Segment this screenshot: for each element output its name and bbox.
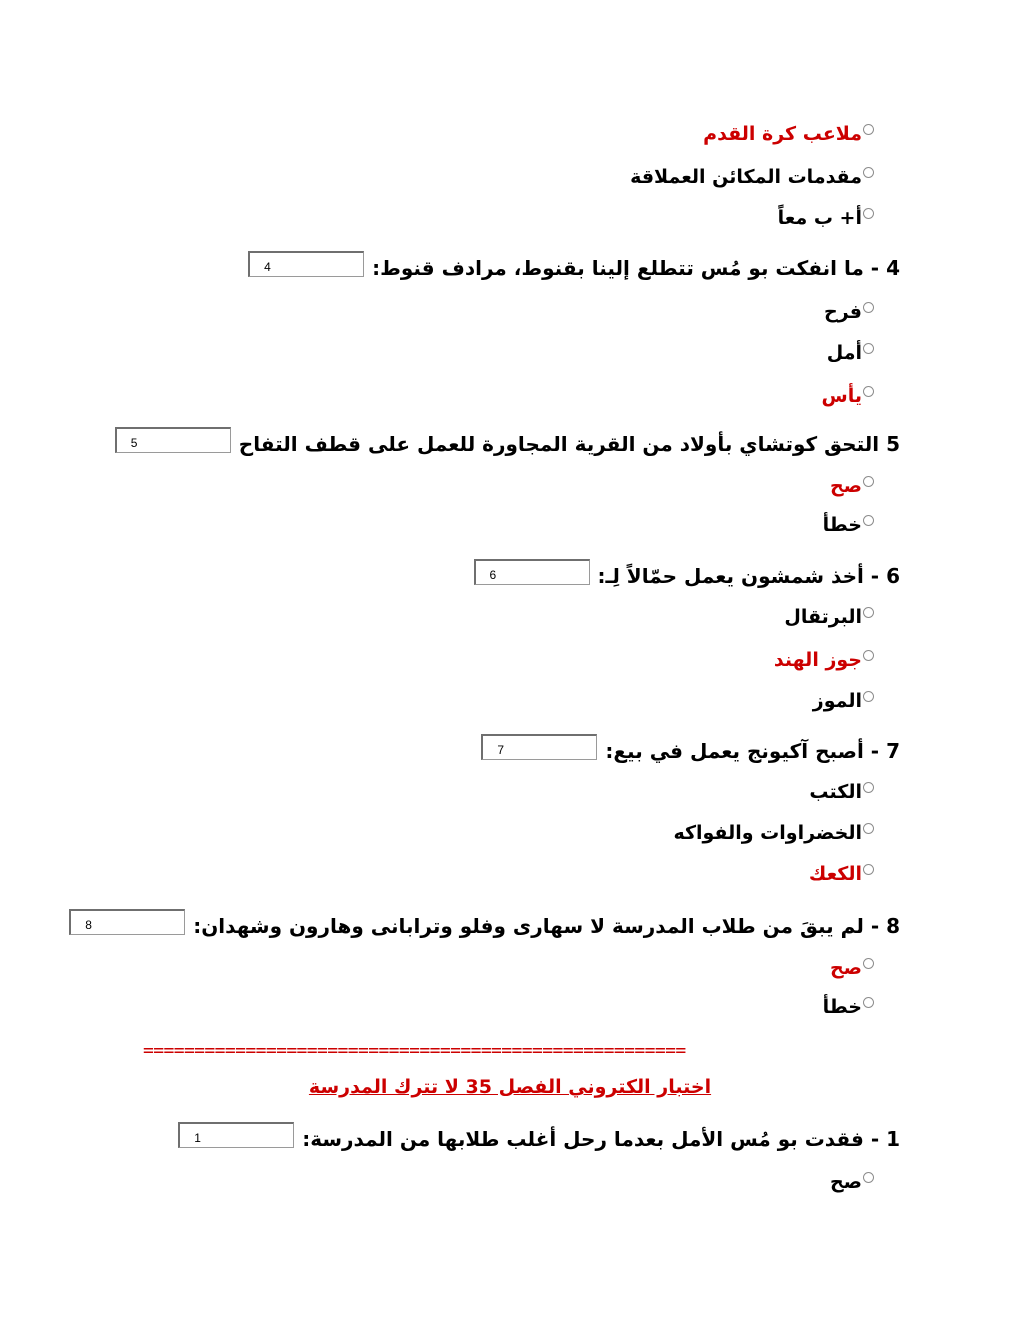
option-row[interactable] [822,384,875,408]
radio-button[interactable] [863,997,874,1008]
answer-box[interactable]: 7 [481,734,597,760]
option-row[interactable] [827,341,874,365]
option-label: جوز الهند [773,649,862,671]
option-row[interactable] [813,689,874,713]
question-7 [481,739,900,763]
option-row[interactable] [778,206,874,230]
option-label: صح [829,1171,862,1193]
option-label: أ+ ب معاً [777,207,862,229]
option-label: صح [829,957,862,979]
radio-button[interactable] [863,515,874,526]
radio-button[interactable] [863,386,874,397]
option-label: خطأ [822,514,862,536]
option-label: أمل [826,342,862,364]
option-row[interactable] [830,1170,874,1194]
option-label: الخضراوات والفواكه [673,822,862,844]
option-row[interactable] [774,648,874,672]
option-label: صح [829,475,862,497]
option-row[interactable] [830,956,874,980]
radio-button[interactable] [863,691,874,702]
section-separator: ===================================================== [143,1040,686,1061]
question-text: 8 - لم يبقَ من طلاب المدرسة لا سهارى وفلو وترابانى وهارون وشهدان: [193,914,900,938]
option-row[interactable] [809,862,874,886]
radio-button[interactable] [863,208,874,219]
option-label: ملاعب كرة القدم [703,123,862,145]
answer-box[interactable]: 6 [474,559,590,585]
option-label: فرح [824,301,862,323]
option-label: مقدمات المكائن العملاقة [630,166,862,188]
question-5 [115,432,900,456]
radio-button[interactable] [863,823,874,834]
option-label: الكتب [809,781,862,803]
option-row[interactable] [784,605,874,629]
question-text: 6 - أخذ شمشون يعمل حمّالاً لِـ: [597,564,900,588]
option-label: الموز [812,690,862,712]
question-4 [248,256,900,280]
question-text: 1 - فقدت بو مُس الأمل بعدما رحل أغلب طلابها من المدرسة: [302,1127,900,1151]
question-6 [474,564,901,588]
answer-box[interactable]: 8 [69,909,185,935]
answer-box[interactable]: 1 [178,1122,294,1148]
radio-button[interactable] [863,650,874,661]
option-row[interactable] [823,513,874,537]
option-label: يأس [821,385,862,407]
option-label: البرتقال [784,606,862,628]
option-row[interactable] [809,780,874,804]
question-text: 7 - أصبح آكيونج يعمل في بيع: [605,739,900,763]
option-row[interactable] [823,995,874,1019]
radio-button[interactable] [863,607,874,618]
answer-box[interactable]: 4 [248,251,364,277]
radio-button[interactable] [863,864,874,875]
question-text: 4 - ما انفكت بو مُس تتطلع إلينا بقنوط، مرادف قنوط: [372,256,900,280]
radio-button[interactable] [863,958,874,969]
option-row[interactable] [830,474,874,498]
option-label: الكعك [808,863,862,885]
question-1 [178,1127,900,1151]
answer-box[interactable]: 5 [115,427,231,453]
option-row[interactable] [673,821,874,845]
question-text: 5 التحق كوتشاي بأولاد من القرية المجاورة للعمل على قطف التفاح [238,432,900,456]
radio-button[interactable] [863,476,874,487]
radio-button[interactable] [863,343,874,354]
option-row[interactable] [630,165,874,189]
radio-button[interactable] [863,302,874,313]
radio-button[interactable] [863,124,874,135]
option-label: خطأ [822,996,862,1018]
section-title: اختبار الكتروني الفصل 35 لا تترك المدرسة [308,1076,712,1098]
option-row[interactable] [824,300,874,324]
radio-button[interactable] [863,782,874,793]
radio-button[interactable] [863,167,874,178]
question-8 [69,914,900,938]
option-row[interactable] [703,122,874,146]
radio-button[interactable] [863,1172,874,1183]
